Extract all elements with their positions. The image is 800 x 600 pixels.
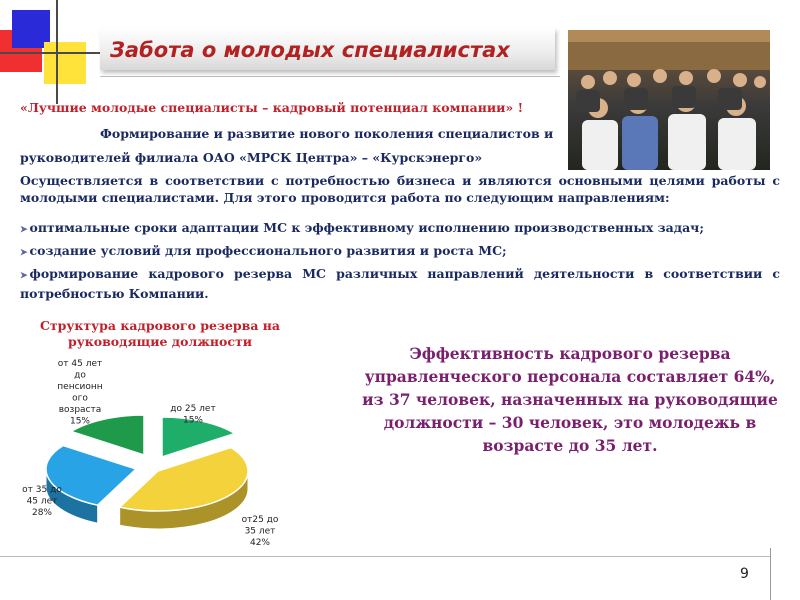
bullet-arrow-icon: ➤ xyxy=(20,248,28,258)
effectiveness-text: Эффективность кадрового резерва управленческого персонала составляет 64%, из 37 человек, назначенных на руководящие должности – 30 человек, это молодежь в возрасте до 35 лет. xyxy=(362,344,778,455)
page-number: 9 xyxy=(740,566,749,582)
photo-illustration xyxy=(568,30,770,170)
pie-slice-label: от 45 лет до пенсионн ого возраста 15% xyxy=(57,359,103,427)
pie-chart xyxy=(0,350,330,556)
bullet-text: создание условий для профессионального развития и роста МС; xyxy=(29,243,507,258)
bullet-arrow-icon: ➤ xyxy=(20,225,28,235)
subtitle-line-2: руководителей филиала ОАО «МРСК Центра» – «Курскэнерго» xyxy=(20,150,483,165)
pie-slice-label: до 25 лет 15% xyxy=(170,404,216,426)
bottom-rule xyxy=(0,556,770,557)
bullet-item xyxy=(20,242,780,262)
decor-horizontal-line xyxy=(0,52,110,54)
decor-yellow-square xyxy=(44,42,86,84)
slogan-text: «Лучшие молодые специалисты – кадровый потенциал компании» ! xyxy=(20,100,524,115)
corner-line xyxy=(770,548,771,600)
bullet-text: оптимальные сроки адаптации МС к эффективному исполнению производственных задач; xyxy=(29,220,704,235)
bullet-text: формирование кадрового резерва МС различных направлений деятельности в соответствии с потребностью Компании. xyxy=(20,266,780,301)
pie-slice-label: от25 до 35 лет 42% xyxy=(241,515,279,548)
bullet-arrow-icon: ➤ xyxy=(20,271,28,281)
audience-photo xyxy=(568,30,770,170)
bullet-item xyxy=(20,265,780,302)
subtitle-line-1: Формирование и развитие нового поколения специалистов и xyxy=(100,126,554,141)
chart-title: Структура кадрового резерва на руководящие должности xyxy=(39,318,281,349)
intro-paragraph: Осуществляется в соответствии с потребностью бизнеса и являются основными целями работы с молодыми специалистами. Для этого проводится работа по следующим направлениям: xyxy=(20,173,780,205)
bullet-item xyxy=(20,219,780,239)
slide-title: Забота о молодых специалистах xyxy=(110,38,510,62)
pie-slice xyxy=(120,447,248,529)
pie-slice-label: от 35 до 45 лет 28% xyxy=(22,485,62,518)
title-rule xyxy=(100,76,560,77)
